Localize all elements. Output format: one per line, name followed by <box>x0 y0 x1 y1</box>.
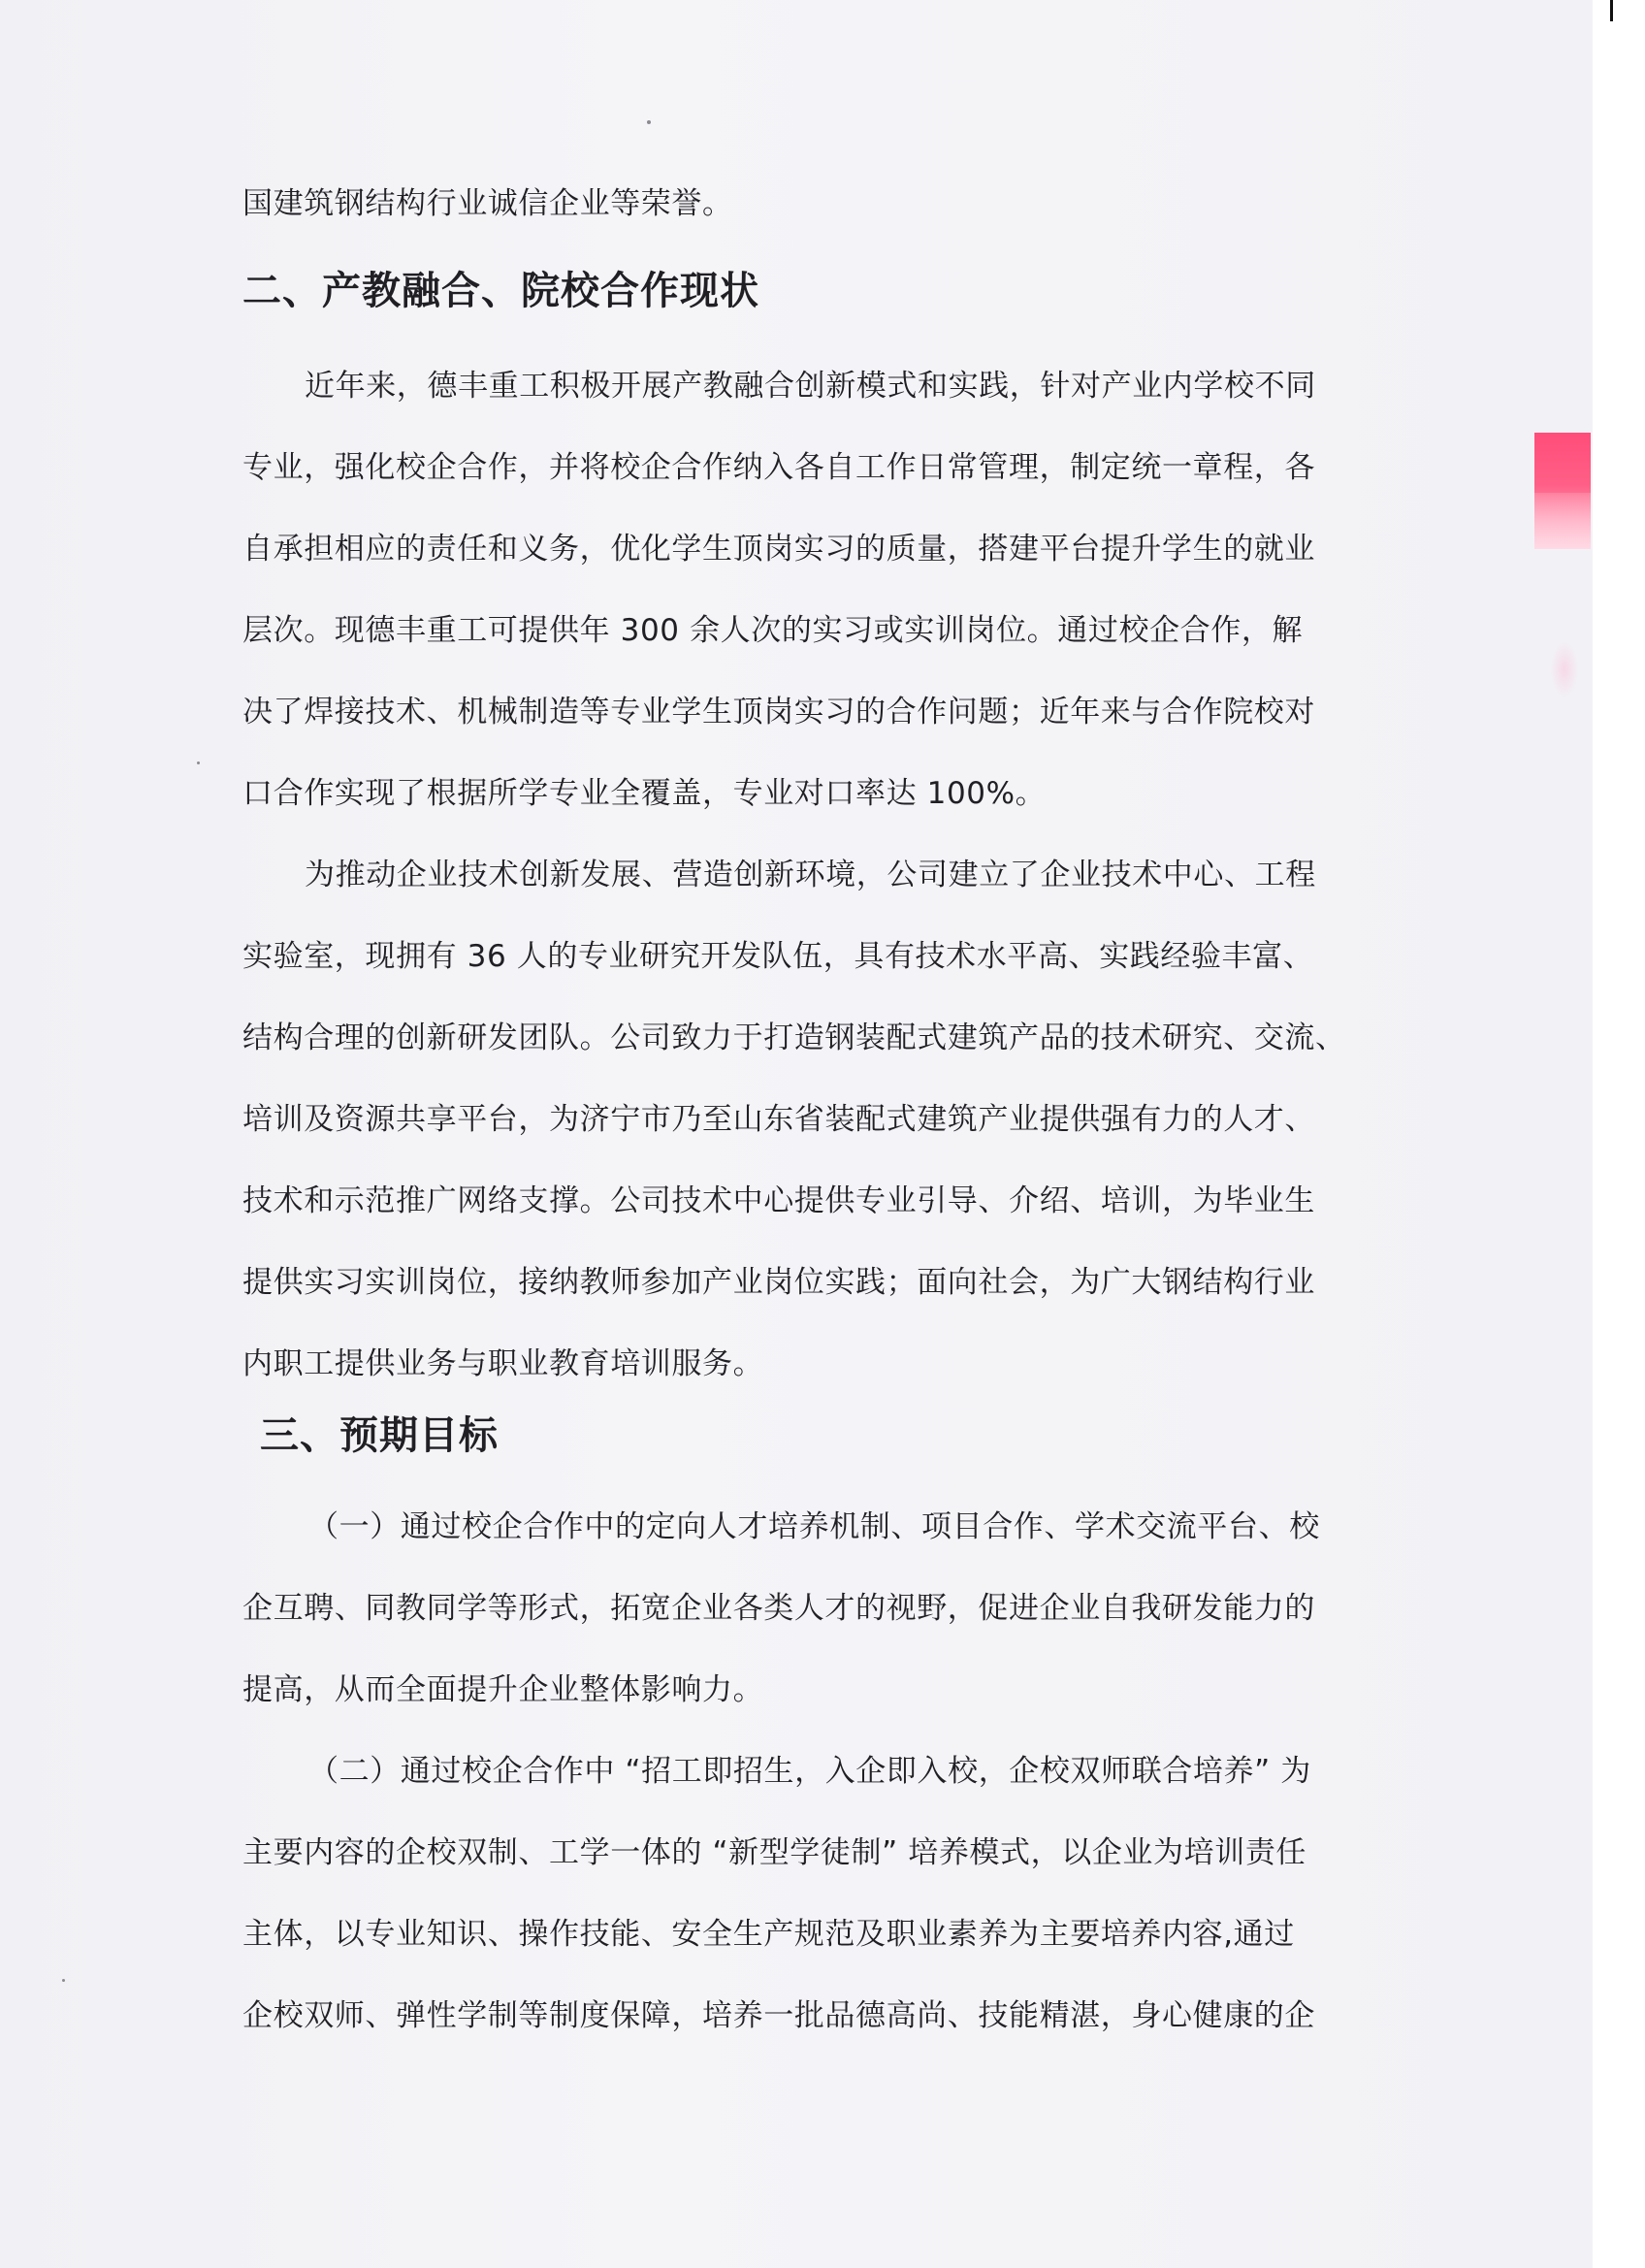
pink-smudge <box>1550 640 1579 698</box>
paragraph-line: 实验室，现拥有 36 人的专业研究开发队伍，具有技术水平高、实践经验丰富、 <box>242 939 1314 974</box>
sticky-note-fade <box>1534 493 1591 549</box>
section-heading: 二、产教融合、院校合作现状 <box>242 269 759 313</box>
scan-speck <box>62 1979 65 1982</box>
paragraph-line: 主体，以专业知识、操作技能、安全生产规范及职业素养为主要培养内容,通过 <box>242 1917 1295 1952</box>
paragraph-line: 专业，强化校企合作，并将校企合作纳入各自工作日常管理，制定统一章程，各 <box>242 450 1315 485</box>
paragraph-line: 国建筑钢结构行业诚信企业等荣誉。 <box>242 186 733 221</box>
section-heading: 三、预期目标 <box>260 1413 499 1458</box>
paragraph-line: 主要内容的企校双制、工学一体的 “新型学徒制” 培养模式，以企业为培训责任 <box>242 1835 1307 1870</box>
paragraph-line: 近年来，德丰重工积极开展产教融合创新模式和实践，针对产业内学校不同 <box>305 369 1316 404</box>
scan-edge-mark <box>1610 0 1613 21</box>
sticky-note-tab <box>1534 433 1591 549</box>
paragraph-line: 决了焊接技术、机械制造等专业学生顶岗实习的合作问题；近年来与合作院校对 <box>242 695 1315 729</box>
page-edge <box>1593 0 1645 2268</box>
paragraph-line: 内职工提供业务与职业教育培训服务。 <box>242 1346 764 1381</box>
paragraph-line: （二）通过校企合作中 “招工即招生，入企即入校，企校双师联合培养” 为 <box>308 1754 1311 1789</box>
paragraph-line: 技术和示范推广网络支撑。公司技术中心提供专业引导、介绍、培训，为毕业生 <box>242 1183 1315 1218</box>
paragraph-line: 企互聘、同教同学等形式，拓宽企业各类人才的视野，促进企业自我研发能力的 <box>242 1591 1315 1626</box>
paragraph-line: 为推动企业技术创新发展、营造创新环境，公司建立了企业技术中心、工程 <box>305 858 1316 892</box>
paragraph-line: 口合作实现了根据所学专业全覆盖，专业对口率达 100%。 <box>242 776 1047 811</box>
paragraph-line: 企校双师、弹性学制等制度保障，培养一批品德高尚、技能精湛，身心健康的企 <box>242 1998 1315 2033</box>
paragraph-line: 层次。现德丰重工可提供年 300 余人次的实习或实训岗位。通过校企合作，解 <box>242 613 1304 648</box>
paragraph-line: 提高，从而全面提升企业整体影响力。 <box>242 1672 764 1707</box>
paragraph-line: 培训及资源共享平台，为济宁市乃至山东省装配式建筑产业提供强有力的人才、 <box>242 1102 1315 1137</box>
paragraph-line: 提供实习实训岗位，接纳教师参加产业岗位实践；面向社会，为广大钢结构行业 <box>242 1265 1315 1300</box>
paragraph-line: 结构合理的创新研发团队。公司致力于打造钢装配式建筑产品的技术研究、交流、 <box>242 1021 1346 1055</box>
paragraph-line: 自承担相应的责任和义务，优化学生顶岗实习的质量，搭建平台提升学生的就业 <box>242 532 1315 567</box>
scan-speck <box>197 761 200 764</box>
paragraph-line: （一）通过校企合作中的定向人才培养机制、项目合作、学术交流平台、校 <box>308 1509 1320 1544</box>
scan-speck <box>647 120 651 124</box>
